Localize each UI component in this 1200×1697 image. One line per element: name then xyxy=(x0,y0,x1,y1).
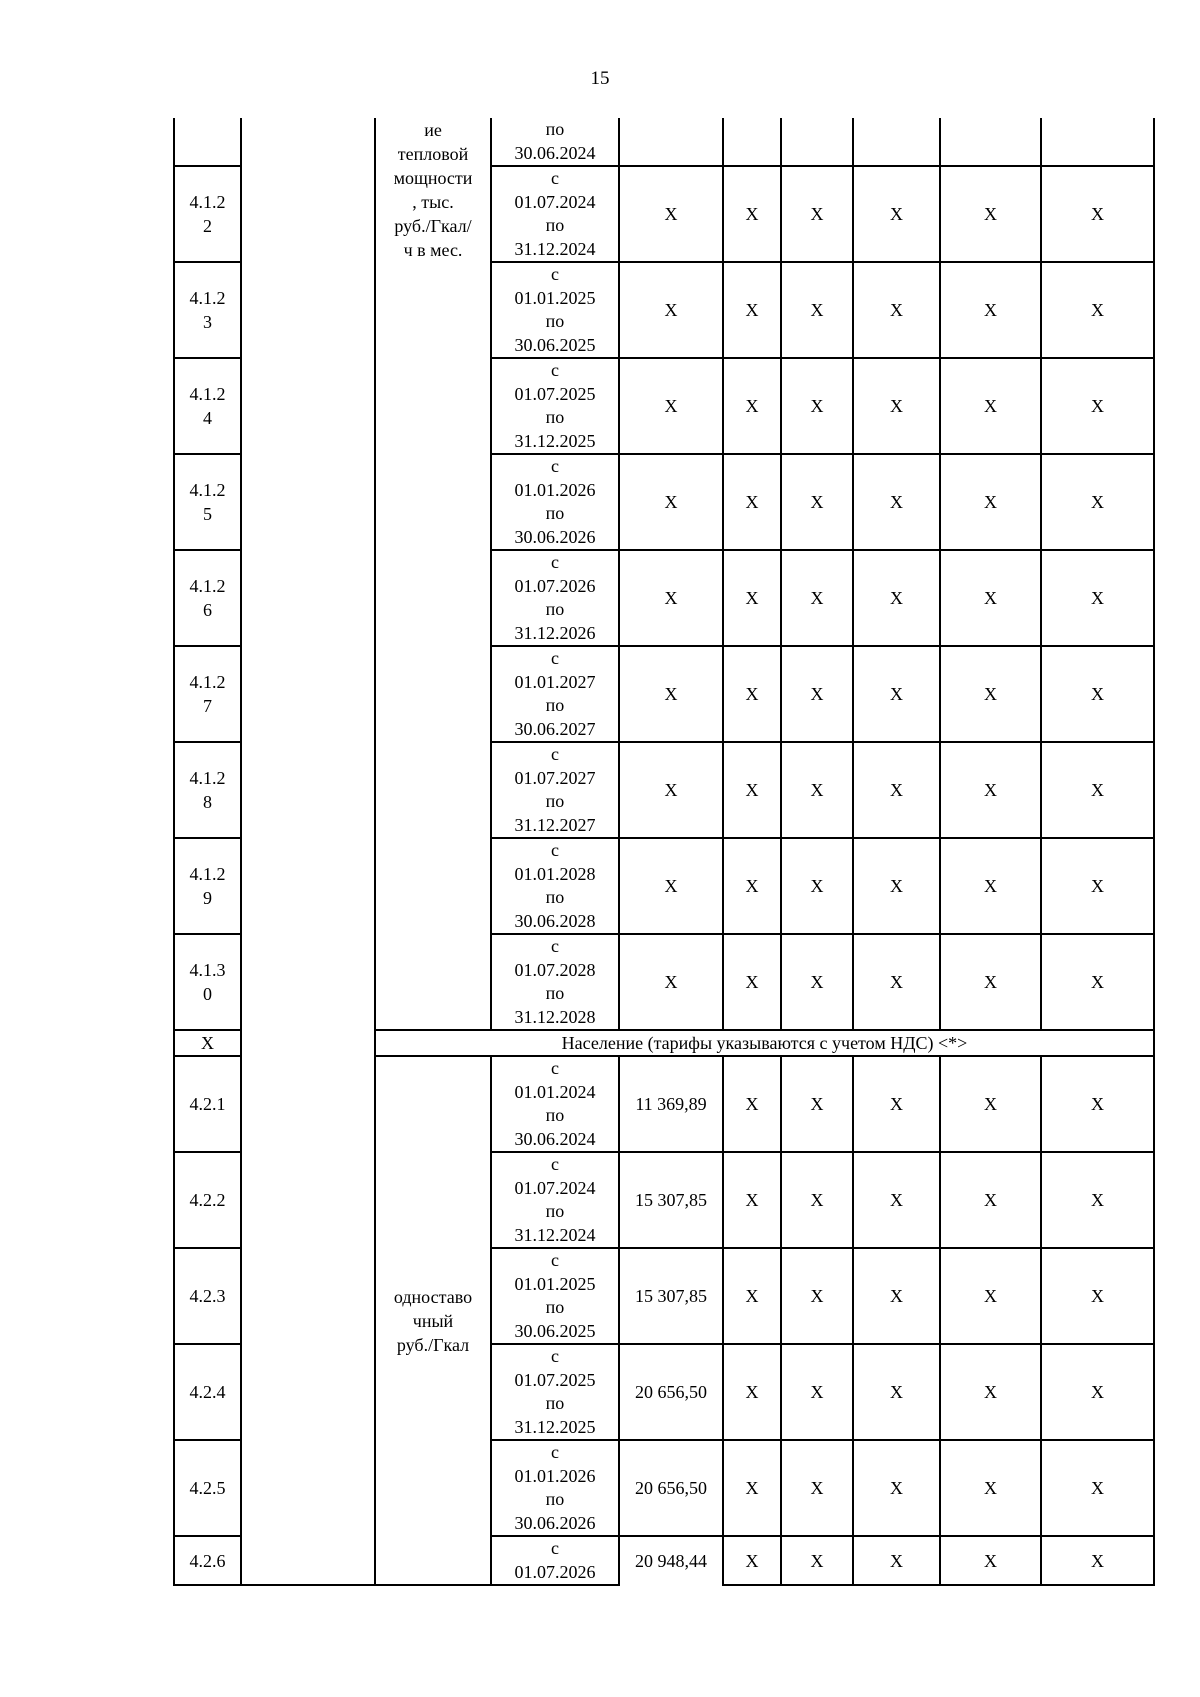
row-number-cell xyxy=(174,742,241,838)
value-cell: X xyxy=(1041,1536,1154,1585)
period-line: с xyxy=(551,936,559,956)
value-cell: X xyxy=(619,934,723,1030)
value-cell: X xyxy=(853,1440,940,1536)
unit-line: мощности xyxy=(393,168,473,188)
period-line: 30.06.2028 xyxy=(514,910,596,931)
row-number-cell xyxy=(174,838,241,934)
value-cell xyxy=(781,118,853,166)
period-line: с xyxy=(551,456,559,476)
unit-cell-single-rate xyxy=(375,1056,491,1585)
period-line: с xyxy=(551,1058,559,1078)
period-cell xyxy=(491,934,619,1030)
period-cell xyxy=(491,1248,619,1344)
period-cell xyxy=(491,742,619,838)
row-number-line: 4.1.2 xyxy=(189,864,226,884)
row-number-line: 6 xyxy=(203,600,212,620)
unit-cell-capacity xyxy=(375,118,491,1030)
row-number-cell xyxy=(174,550,241,646)
value-cell: X xyxy=(723,742,781,838)
period-line: 30.06.2024 xyxy=(514,1128,596,1149)
value-cell: X xyxy=(619,262,723,358)
value-cell: X xyxy=(781,454,853,550)
value-cell: X xyxy=(853,166,940,262)
period-line: 31.12.2025 xyxy=(514,1416,596,1437)
value-cell: X xyxy=(781,358,853,454)
value-cell: X xyxy=(940,646,1041,742)
value-cell xyxy=(853,118,940,166)
value-cell xyxy=(723,118,781,166)
row-number-cell xyxy=(174,454,241,550)
period-line: 01.07.2026 xyxy=(514,575,596,596)
value-cell: X xyxy=(723,1056,781,1152)
value-cell: 15 307,85 xyxy=(619,1248,723,1344)
row-number-cell: 4.2.4 xyxy=(174,1344,241,1440)
value-cell: X xyxy=(853,742,940,838)
period-line: 01.07.2025 xyxy=(514,383,596,404)
value-cell: X xyxy=(781,742,853,838)
value-cell: X xyxy=(781,1248,853,1344)
value-cell: X xyxy=(853,262,940,358)
value-cell: X xyxy=(853,1056,940,1152)
value-cell: X xyxy=(940,262,1041,358)
value-cell: X xyxy=(723,262,781,358)
value-cell: X xyxy=(723,1152,781,1248)
value-cell: X xyxy=(853,454,940,550)
unit-line: одноставо xyxy=(393,1286,473,1307)
value-cell: X xyxy=(723,838,781,934)
value-cell: X xyxy=(940,1152,1041,1248)
value-cell: X xyxy=(781,262,853,358)
period-line: с xyxy=(551,1250,559,1270)
row-number-line: 4.1.2 xyxy=(189,288,226,308)
period-line: 01.01.2025 xyxy=(514,287,596,308)
period-line: по xyxy=(545,695,565,715)
period-line: по xyxy=(545,1297,565,1317)
row-number-cell xyxy=(174,646,241,742)
row-number-line: 4 xyxy=(203,408,212,428)
period-line: 01.01.2028 xyxy=(514,863,596,884)
period-line: 30.06.2025 xyxy=(514,334,596,355)
table-row xyxy=(174,118,1154,166)
unit-line: руб./Гкал xyxy=(396,1334,470,1355)
period-line: по xyxy=(545,119,565,139)
value-cell: X xyxy=(781,934,853,1030)
value-cell: X xyxy=(781,166,853,262)
value-cell: X xyxy=(940,1440,1041,1536)
period-line: с xyxy=(551,1442,559,1462)
period-line: 31.12.2027 xyxy=(514,814,596,835)
value-cell xyxy=(1041,118,1154,166)
value-cell: X xyxy=(853,838,940,934)
period-line: по xyxy=(545,791,565,811)
period-cell xyxy=(491,454,619,550)
value-cell: X xyxy=(940,1056,1041,1152)
period-line: с xyxy=(551,1346,559,1366)
period-line: с xyxy=(551,1154,559,1174)
period-line: 31.12.2025 xyxy=(514,430,596,451)
period-line: 30.06.2027 xyxy=(514,718,596,739)
value-cell: X xyxy=(619,454,723,550)
value-cell: X xyxy=(853,1536,940,1585)
value-cell: X xyxy=(940,742,1041,838)
period-line: 01.01.2027 xyxy=(514,671,596,692)
period-line: по xyxy=(545,1201,565,1221)
period-cell xyxy=(491,118,619,166)
value-cell: X xyxy=(781,1152,853,1248)
value-cell: X xyxy=(1041,166,1154,262)
tariff-table xyxy=(173,118,1155,1586)
period-line: с xyxy=(551,744,559,764)
row-number-line: 9 xyxy=(203,888,212,908)
period-cell xyxy=(491,1344,619,1440)
value-cell: X xyxy=(1041,358,1154,454)
value-cell: X xyxy=(723,1440,781,1536)
period-line: 31.12.2024 xyxy=(514,1224,596,1245)
value-cell: X xyxy=(619,646,723,742)
value-cell: X xyxy=(781,1344,853,1440)
period-line: 01.01.2024 xyxy=(514,1081,596,1102)
value-cell: X xyxy=(853,1344,940,1440)
value-cell: X xyxy=(781,1440,853,1536)
value-cell: X xyxy=(723,1344,781,1440)
value-cell: X xyxy=(1041,1056,1154,1152)
value-cell: X xyxy=(1041,838,1154,934)
period-line: 30.06.2024 xyxy=(514,142,596,163)
period-line: по xyxy=(545,407,565,427)
unit-line: ч в мес. xyxy=(403,240,463,260)
row-number-cell: 4.2.3 xyxy=(174,1248,241,1344)
row-number-cell xyxy=(174,934,241,1030)
value-cell: X xyxy=(940,1344,1041,1440)
value-cell: X xyxy=(940,838,1041,934)
value-cell: X xyxy=(723,454,781,550)
value-cell: X xyxy=(723,1536,781,1585)
period-cell xyxy=(491,358,619,454)
blank-col-cell xyxy=(241,118,375,1585)
period-line: с xyxy=(551,168,559,188)
value-cell: 20 948,44 xyxy=(619,1536,723,1585)
unit-line: руб./Гкал/ xyxy=(394,216,472,236)
page-number: 15 xyxy=(590,68,610,89)
period-line: с xyxy=(551,360,559,380)
row-number-cell: 4.2.5 xyxy=(174,1440,241,1536)
row-number-line: 2 xyxy=(203,216,212,236)
row-number-line: 5 xyxy=(203,504,212,524)
row-number-line: 4.1.2 xyxy=(189,768,226,788)
period-line: 31.12.2026 xyxy=(514,622,596,643)
value-cell: X xyxy=(723,646,781,742)
period-line: 01.07.2025 xyxy=(514,1369,596,1390)
row-number-line: 3 xyxy=(203,312,212,332)
period-cell xyxy=(491,1056,619,1152)
row-number-line: 4.1.2 xyxy=(189,192,226,212)
period-line: 30.06.2026 xyxy=(514,526,596,547)
value-cell: X xyxy=(940,358,1041,454)
value-cell: X xyxy=(619,838,723,934)
period-line: по xyxy=(545,215,565,235)
value-cell: X xyxy=(723,1248,781,1344)
value-cell: X xyxy=(723,358,781,454)
value-cell: X xyxy=(781,550,853,646)
period-cell xyxy=(491,550,619,646)
value-cell: X xyxy=(781,646,853,742)
value-cell xyxy=(619,118,723,166)
value-cell: X xyxy=(1041,262,1154,358)
value-cell: X xyxy=(619,166,723,262)
value-cell: X xyxy=(723,934,781,1030)
row-number-cell xyxy=(174,166,241,262)
period-line: с xyxy=(551,648,559,668)
period-line: 01.07.2024 xyxy=(514,1177,596,1198)
value-cell: X xyxy=(1041,550,1154,646)
row-number-line: 4.1.2 xyxy=(189,576,226,596)
value-cell: X xyxy=(1041,1440,1154,1536)
value-cell: X xyxy=(1041,646,1154,742)
value-cell: X xyxy=(853,646,940,742)
period-cell xyxy=(491,1536,619,1585)
value-cell: 15 307,85 xyxy=(619,1152,723,1248)
period-cell xyxy=(491,1440,619,1536)
period-cell xyxy=(491,262,619,358)
value-cell: 20 656,50 xyxy=(619,1344,723,1440)
value-cell: X xyxy=(940,454,1041,550)
period-line: с xyxy=(551,264,559,284)
period-line: с xyxy=(551,1538,559,1558)
value-cell xyxy=(940,118,1041,166)
period-line: по xyxy=(545,1393,565,1413)
period-line: 01.01.2025 xyxy=(514,1273,596,1294)
period-line: по xyxy=(545,983,565,1003)
period-line: 01.01.2026 xyxy=(514,1465,596,1486)
unit-line: чный xyxy=(412,1310,454,1331)
period-line: по xyxy=(545,887,565,907)
period-line: 01.07.2027 xyxy=(514,767,596,788)
row-number-cell: 4.2.2 xyxy=(174,1152,241,1248)
period-line: 31.12.2024 xyxy=(514,238,596,259)
period-line: по xyxy=(545,311,565,331)
value-cell: X xyxy=(619,742,723,838)
period-cell xyxy=(491,166,619,262)
period-line: по xyxy=(545,1105,565,1125)
period-line: 01.01.2026 xyxy=(514,479,596,500)
period-line: 01.07.2024 xyxy=(514,191,596,212)
value-cell: X xyxy=(853,1152,940,1248)
period-line: 01.07.2028 xyxy=(514,959,596,980)
value-cell: X xyxy=(940,550,1041,646)
value-cell: X xyxy=(1041,454,1154,550)
value-cell: X xyxy=(1041,742,1154,838)
value-cell: X xyxy=(853,358,940,454)
period-line: 01.07.2026 xyxy=(514,1561,596,1582)
row-number-line: 4.1.2 xyxy=(189,672,226,692)
value-cell: X xyxy=(940,166,1041,262)
row-number-cell: 4.2.6 xyxy=(174,1536,241,1585)
row-number-cell: 4.2.1 xyxy=(174,1056,241,1152)
value-cell: X xyxy=(853,550,940,646)
row-number-cell xyxy=(174,358,241,454)
period-line: с xyxy=(551,552,559,572)
row-number-line: 4.1.3 xyxy=(189,960,226,980)
value-cell: X xyxy=(940,934,1041,1030)
section-title-cell: Население (тарифы указываются с учетом НДС) <*> xyxy=(375,1030,1154,1056)
value-cell: X xyxy=(853,934,940,1030)
period-line: 30.06.2026 xyxy=(514,1512,596,1533)
row-number-line: 7 xyxy=(203,696,212,716)
value-cell: X xyxy=(940,1248,1041,1344)
period-line: по xyxy=(545,599,565,619)
period-cell xyxy=(491,1152,619,1248)
value-cell: X xyxy=(853,1248,940,1344)
value-cell: X xyxy=(1041,1344,1154,1440)
unit-line: ие xyxy=(424,120,442,140)
section-number-cell: X xyxy=(174,1030,241,1056)
unit-line: тепловой xyxy=(397,144,469,164)
period-cell xyxy=(491,646,619,742)
value-cell: X xyxy=(1041,1248,1154,1344)
row-number-cell xyxy=(174,118,241,166)
row-number-line: 0 xyxy=(203,984,212,1004)
value-cell: X xyxy=(781,1056,853,1152)
value-cell: X xyxy=(1041,1152,1154,1248)
value-cell: 20 656,50 xyxy=(619,1440,723,1536)
value-cell: X xyxy=(940,1536,1041,1585)
row-number-line: 8 xyxy=(203,792,212,812)
value-cell: X xyxy=(723,550,781,646)
period-line: с xyxy=(551,840,559,860)
period-line: 31.12.2028 xyxy=(514,1006,596,1027)
row-number-line: 4.1.2 xyxy=(189,480,226,500)
value-cell: X xyxy=(723,166,781,262)
period-line: 30.06.2025 xyxy=(514,1320,596,1341)
value-cell: 11 369,89 xyxy=(619,1056,723,1152)
row-number-cell xyxy=(174,262,241,358)
period-cell xyxy=(491,838,619,934)
value-cell: X xyxy=(781,838,853,934)
row-number-line: 4.1.2 xyxy=(189,384,226,404)
value-cell: X xyxy=(619,358,723,454)
period-line: по xyxy=(545,1489,565,1509)
period-line: по xyxy=(545,503,565,523)
value-cell: X xyxy=(619,550,723,646)
value-cell: X xyxy=(781,1536,853,1585)
unit-line: , тыс. xyxy=(412,192,454,212)
value-cell: X xyxy=(1041,934,1154,1030)
